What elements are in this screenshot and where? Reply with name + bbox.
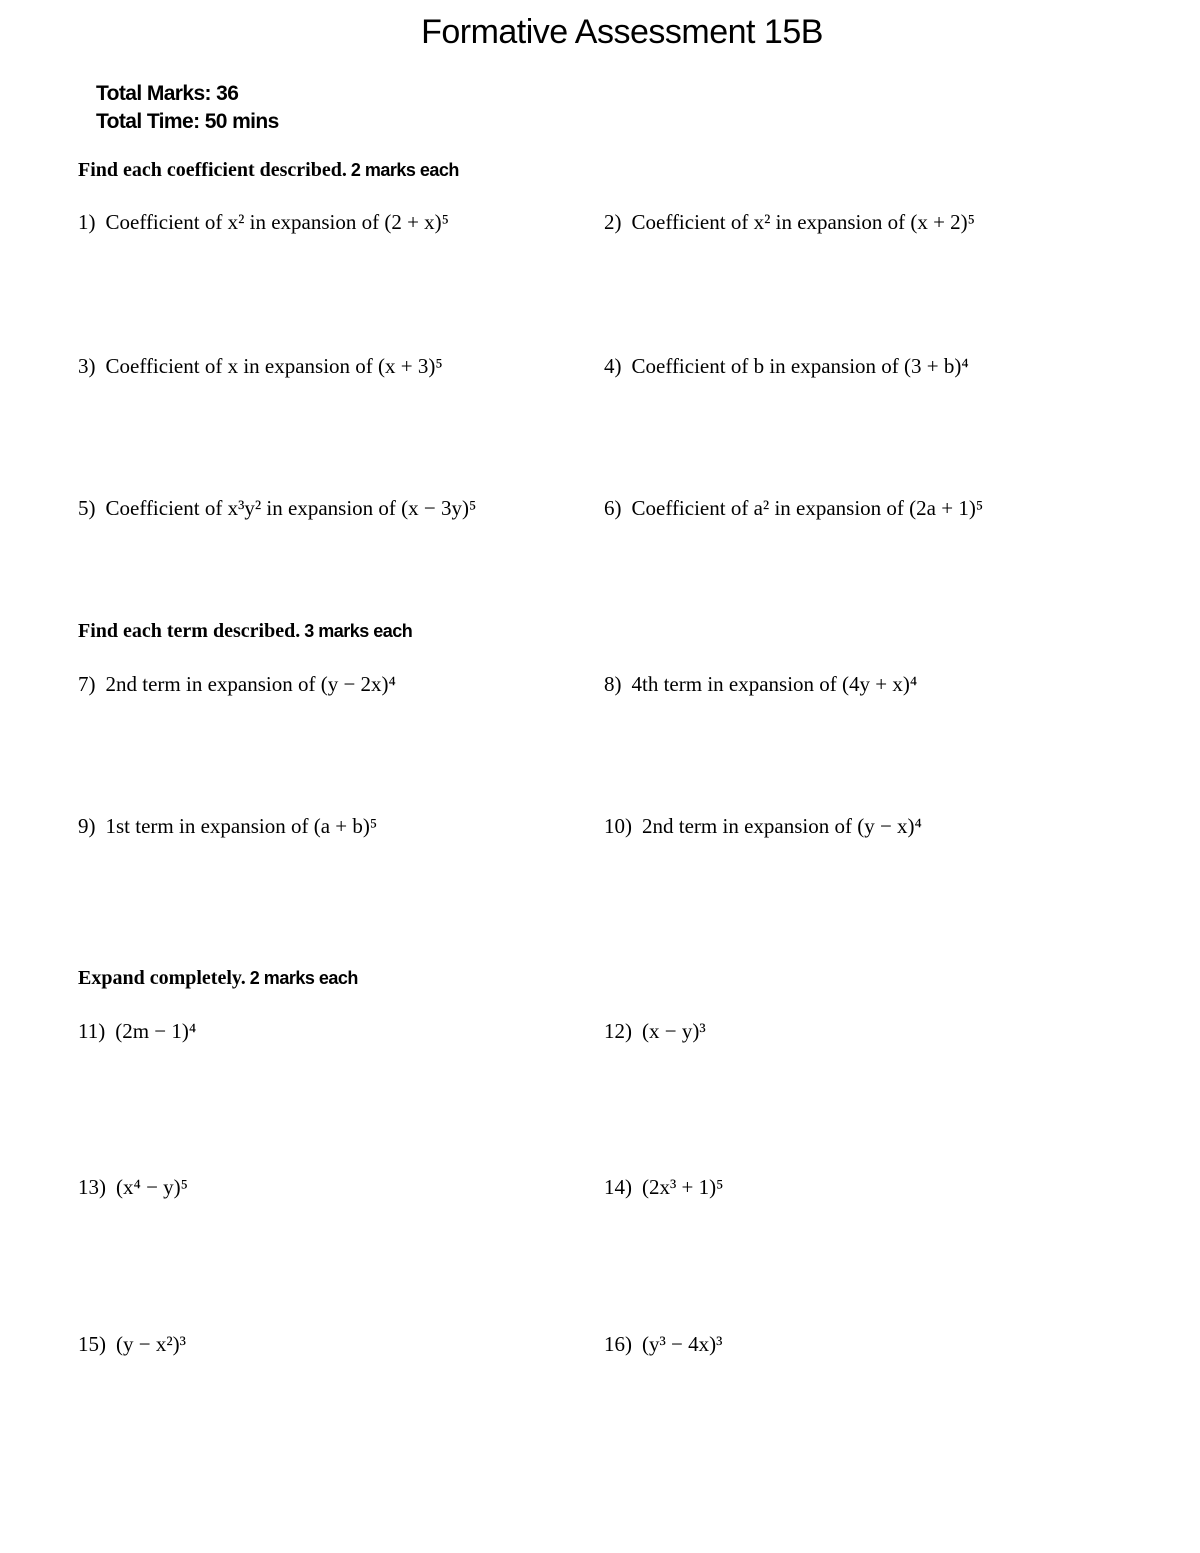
question-5 xyxy=(78,493,476,523)
question-text: (y − x²)³ xyxy=(116,1332,186,1356)
question-text: (2x³ + 1)⁵ xyxy=(642,1175,724,1199)
question-text: Coefficient of x² in expansion of (x + 2)⁵ xyxy=(631,210,975,234)
question-text: (x⁴ − y)⁵ xyxy=(116,1175,188,1199)
question-text: Coefficient of x² in expansion of (2 + x)⁵ xyxy=(105,210,449,234)
question-text: Coefficient of x in expansion of (x + 3)⁵ xyxy=(105,354,443,378)
question-text: 1st term in expansion of (a + b)⁵ xyxy=(105,814,378,838)
question-13 xyxy=(78,1172,188,1202)
question-number: 3) xyxy=(78,354,96,378)
question-15 xyxy=(78,1329,186,1359)
question-number: 7) xyxy=(78,672,96,696)
question-14 xyxy=(604,1172,723,1202)
section-marks: 2 marks each xyxy=(350,160,459,180)
question-number: 9) xyxy=(78,814,96,838)
section-marks: 3 marks each xyxy=(304,621,413,641)
question-text: (x − y)³ xyxy=(642,1019,706,1043)
question-text: (y³ − 4x)³ xyxy=(642,1332,723,1356)
question-text: Coefficient of x³y² in expansion of (x − 3y)⁵ xyxy=(105,496,477,520)
section-heading-text: Find each term described. xyxy=(78,620,301,642)
question-number: 4) xyxy=(604,354,622,378)
question-1 xyxy=(78,207,449,237)
question-number: 8) xyxy=(604,672,622,696)
total-marks: Total Marks: 36 xyxy=(96,82,239,105)
question-6 xyxy=(604,493,983,523)
question-number: 2) xyxy=(604,210,622,234)
section-heading-text: Expand completely. xyxy=(78,967,246,989)
question-10 xyxy=(604,811,922,841)
question-number: 13) xyxy=(78,1175,106,1199)
question-text: Coefficient of b in expansion of (3 + b)⁴ xyxy=(631,354,969,378)
total-time: Total Time: 50 mins xyxy=(96,110,279,133)
question-number: 1) xyxy=(78,210,96,234)
section-heading-coefficients xyxy=(78,156,459,184)
question-text: (2m − 1)⁴ xyxy=(115,1019,197,1043)
question-number: 10) xyxy=(604,814,632,838)
question-12 xyxy=(604,1016,706,1046)
section-marks: 2 marks each xyxy=(249,968,358,988)
question-7 xyxy=(78,669,396,699)
question-text: 2nd term in expansion of (y − 2x)⁴ xyxy=(105,672,396,696)
question-2 xyxy=(604,207,975,237)
question-number: 12) xyxy=(604,1019,632,1043)
section-heading-expand xyxy=(78,964,358,992)
question-number: 11) xyxy=(78,1019,106,1043)
question-text: 2nd term in expansion of (y − x)⁴ xyxy=(642,814,922,838)
question-number: 16) xyxy=(604,1332,632,1356)
question-number: 6) xyxy=(604,496,622,520)
question-9 xyxy=(78,811,377,841)
section-heading-terms xyxy=(78,617,412,645)
question-text: Coefficient of a² in expansion of (2a + 1)⁵ xyxy=(631,496,984,520)
page-title: Formative Assessment 15B xyxy=(421,13,823,51)
question-text: 4th term in expansion of (4y + x)⁴ xyxy=(631,672,918,696)
section-heading-text: Find each coefficient described. xyxy=(78,159,347,181)
question-11 xyxy=(78,1016,196,1046)
question-8 xyxy=(604,669,917,699)
question-number: 5) xyxy=(78,496,96,520)
question-number: 14) xyxy=(604,1175,632,1199)
question-number: 15) xyxy=(78,1332,106,1356)
question-3 xyxy=(78,351,443,381)
question-16 xyxy=(604,1329,722,1359)
question-4 xyxy=(604,351,969,381)
